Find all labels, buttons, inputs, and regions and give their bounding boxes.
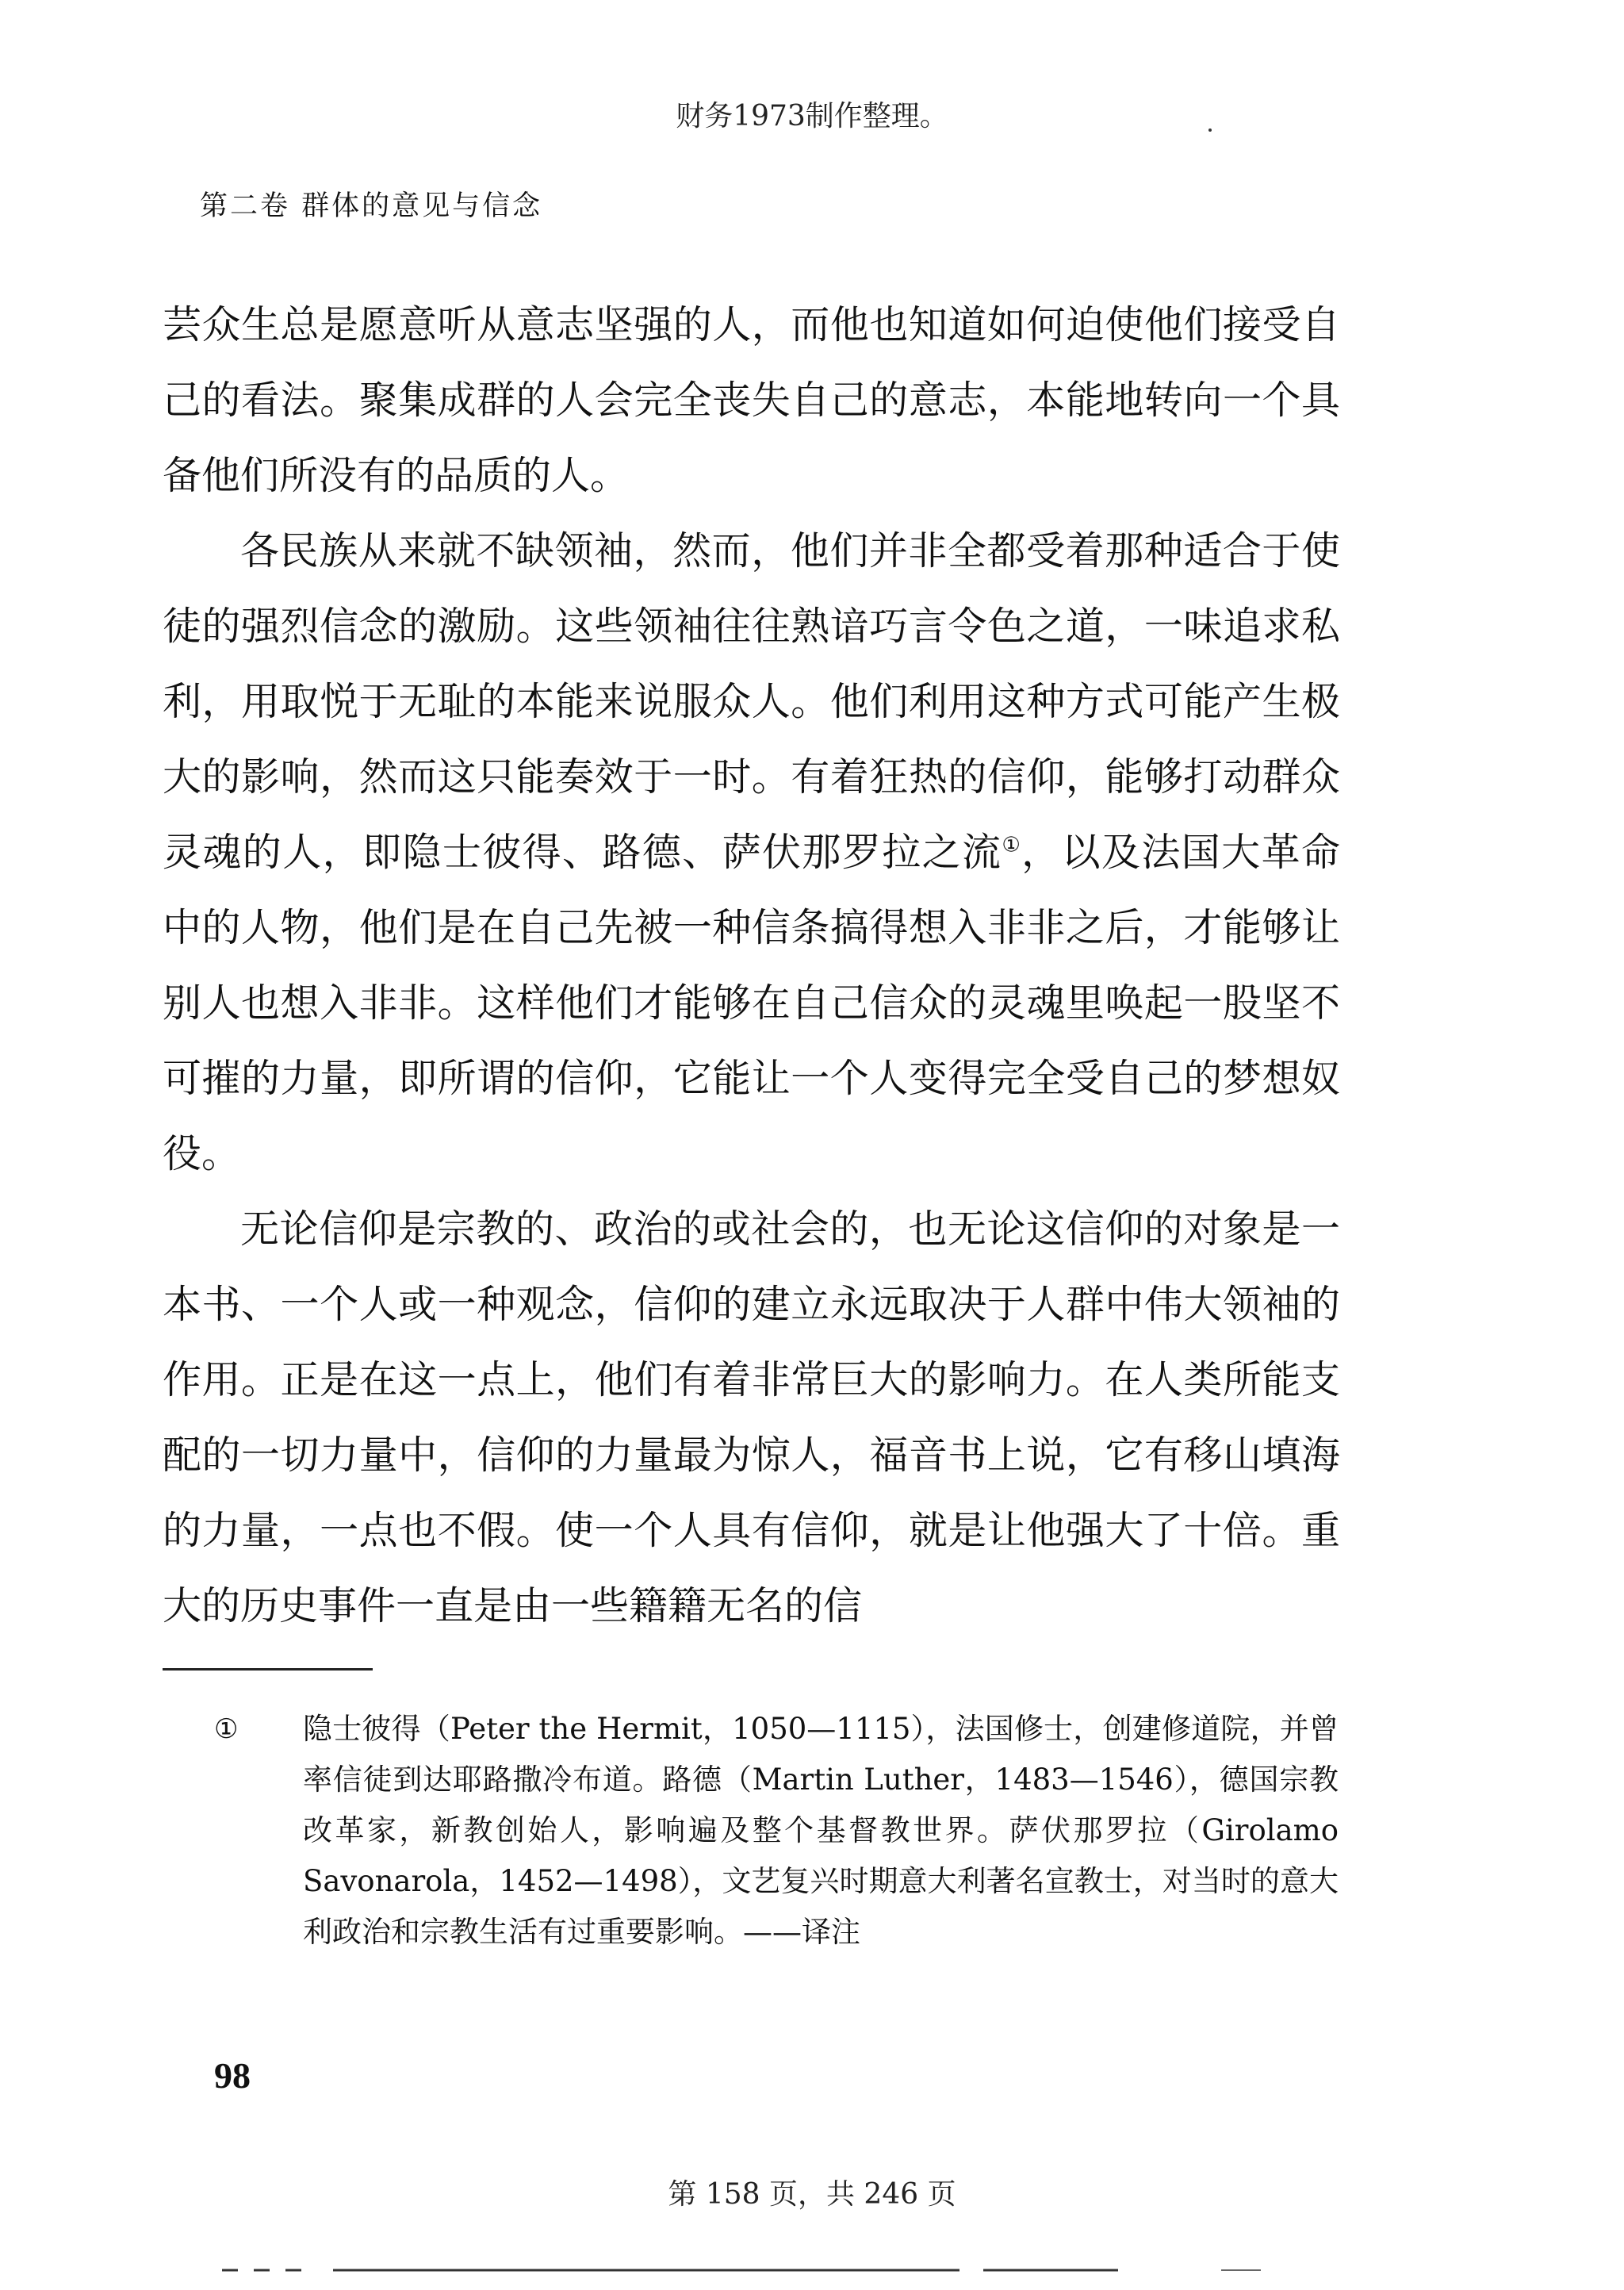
body-text xyxy=(163,287,1340,1644)
scan-edge-artifact xyxy=(222,2269,1269,2272)
paragraph-3: 无论信仰是宗教的、政治的或社会的，也无论这信仰的对象是一本书、一个人或一种观念，信仰的建立永远取决于人群中伟大领袖的作用。正是在这一点上，他们有着非常巨大的影响力。在人类所能支配的一切力量中，信仰的力量最为惊人，福音书上说，它有移山填海的力量，一点也不假。使一个人具有信仰，就是让他强大了十倍。重大的历史事件一直是由一些籍籍无名的信 xyxy=(163,1206,1340,1628)
page-number: 98 xyxy=(214,2055,251,2096)
paragraph-1: 芸众生总是愿意听从意志坚强的人，而他也知道如何迫使他们接受自己的看法。聚集成群的人会完全丧失自己的意志，本能地转向一个具备他们所没有的品质的人。 xyxy=(163,302,1340,498)
page-counter: 第 158 页，共 246 页 xyxy=(668,2178,956,2211)
running-head: 第二卷 群体的意见与信念 xyxy=(200,190,543,222)
paragraph-2-part-1: 各民族从来就不缺领袖，然而，他们并非全都受着那种适合于使徒的强烈信念的激励。这些领袖往往熟谙巧言令色之道，一味追求私利，用取悦于无耻的本能来说服众人。他们利用这种方式可能产生极大的影响，然而这只能奏效于一时。有着狂热的信仰，能够打动群众灵魂的人，即隐士彼得、路德、萨伏那罗拉之流 xyxy=(163,528,1340,875)
footnote-reference[interactable]: ① xyxy=(1002,833,1022,857)
watermark-text: 财务1973制作整理。 xyxy=(676,100,948,132)
paragraph-2 xyxy=(163,513,1340,1191)
scan-dot xyxy=(1208,129,1212,132)
footnote-text: 隐士彼得（Peter the Hermit，1050—1115），法国修士，创建修道院，并曾率信徒到达耶路撒冷布道。路德（Martin Luther，1483—1546），德国宗教改革家，新教创始人，影响遍及整个基督教世界。萨伏那罗拉（Girolamo Savonarola，1452—1498），文艺复兴时期意大利著名宣教士，对当时的意大利政治和宗教生活有过重要影响。——译注 xyxy=(303,1712,1339,1949)
footnote xyxy=(214,1704,1339,1958)
footnote-marker: ① xyxy=(214,1713,239,1745)
paragraph-2-part-2: ，以及法国大革命中的人物，他们是在自己先被一种信条搞得想入非非之后，才能够让别人也想入非非。这样他们才能够在自己信众的灵魂里唤起一股坚不可摧的力量，即所谓的信仰，它能让一个人变得完全受自己的梦想奴役。 xyxy=(163,830,1340,1176)
footnote-divider xyxy=(163,1668,373,1671)
